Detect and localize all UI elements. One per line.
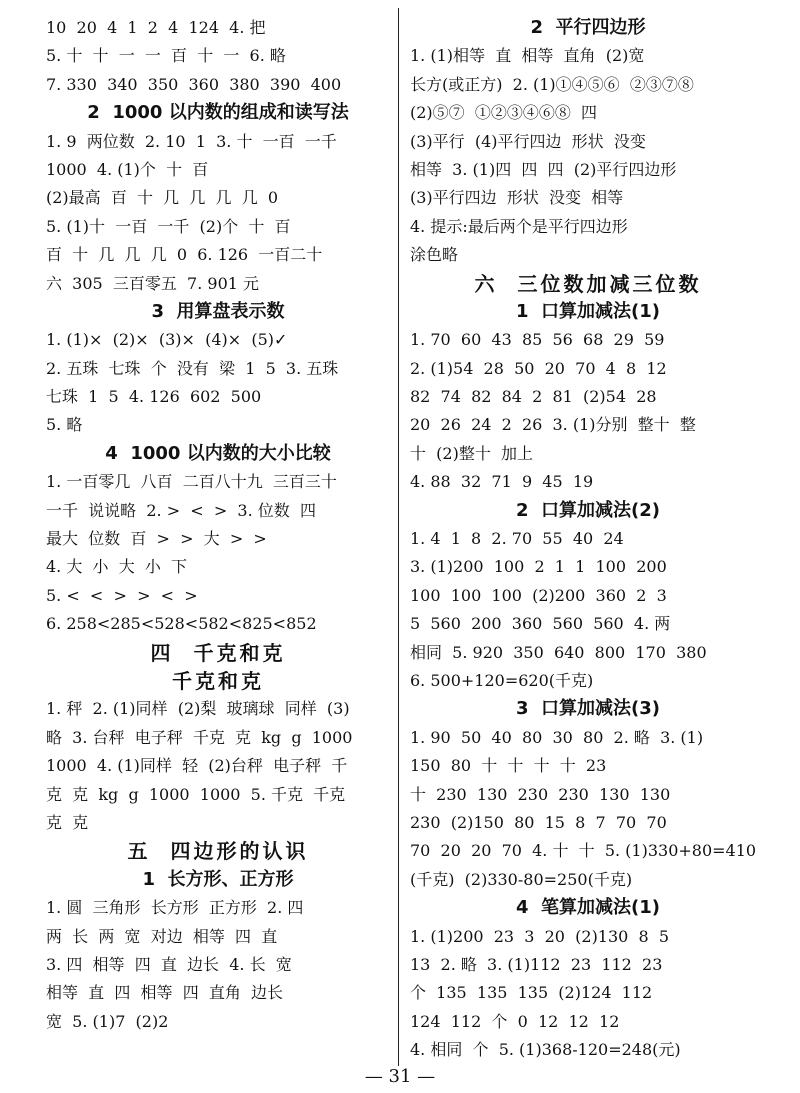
answer-line: 1. 秤 2. (1)同样 (2)梨 玻璃球 同样 (3) — [46, 699, 350, 719]
answer-line: 5. < < > > < > — [46, 585, 198, 605]
section-heading: 2 平行四边形 — [530, 17, 646, 38]
answer-line: 十 230 130 230 230 130 130 — [410, 784, 671, 804]
answer-line: 150 80 十 十 十 十 23 — [410, 756, 607, 776]
answer-line: 4. 大 小 大 小 下 — [46, 557, 188, 577]
section-heading: 3 用算盘表示数 — [151, 300, 285, 322]
answer-line: 略 3. 台秤 电子秤 千克 克 kg g 1000 — [46, 727, 353, 747]
answer-line: 宽 5. (1)7 (2)2 — [46, 1011, 169, 1031]
column-divider — [398, 8, 399, 1066]
answer-line: 克 克 kg g 1000 1000 5. 千克 千克 — [46, 784, 346, 804]
answer-line: 克 克 — [46, 812, 89, 832]
answer-line: 1. (1)200 23 3 20 (2)130 8 5 — [410, 926, 670, 946]
answer-line: 13 2. 略 3. (1)112 23 112 23 — [410, 954, 663, 974]
section-heading: 1 长方形、正方形 — [142, 868, 294, 890]
answer-line: 5 560 200 360 560 560 4. 两 — [410, 614, 671, 634]
section-heading: 1 口算加减法(1) — [515, 300, 661, 322]
answer-line: (2)最高 百 十 几 几 几 几 0 — [46, 188, 279, 208]
answer-line: 1. 一百零几 八百 二百八十九 三百三十 — [46, 472, 337, 492]
answer-line: 涂色略 — [410, 245, 459, 265]
answer-line: (3)平行四边 形状 没变 相等 — [410, 188, 624, 208]
answer-line: 6. 258<285<528<582<825<852 — [46, 614, 317, 634]
answer-line: 3. (1)200 100 2 1 1 100 200 — [410, 557, 667, 577]
answer-line: 1. (1)× (2)× (3)× (4)× (5)✓ — [46, 330, 288, 350]
answer-line: 两 长 两 宽 对边 相等 四 直 — [46, 926, 278, 946]
answer-line: 相同 5. 920 350 640 800 170 380 — [410, 642, 707, 662]
answer-line: 1000 4. (1)同样 轻 (2)台秤 电子秤 千 — [46, 756, 348, 776]
left-column — [46, 14, 390, 1053]
answer-line: 3. 四 相等 四 直 边长 4. 长 宽 — [46, 954, 292, 974]
answer-line: 2. 五珠 七珠 个 没有 梁 1 5 3. 五珠 — [46, 358, 339, 378]
answer-line: 1. 70 60 43 85 56 68 29 59 — [410, 330, 665, 350]
answer-line: 82 74 82 84 2 81 (2)54 28 — [410, 387, 657, 407]
answer-line: 六 305 三百零五 7. 901 元 — [46, 273, 260, 293]
answer-line: 4. 相同 个 5. (1)368-120=248(元) — [410, 1040, 681, 1060]
answer-line: 最大 位数 百 > > 大 > > — [46, 529, 267, 549]
answer-line: 相等 3. (1)四 四 四 (2)平行四边形 — [410, 159, 677, 179]
answer-line: (2)⑤⑦ ①②③④⑥⑧ 四 — [410, 103, 598, 123]
answer-line: 2. (1)54 28 50 20 70 4 8 12 — [410, 358, 667, 378]
answer-line: 1. 圆 三角形 长方形 正方形 2. 四 — [46, 898, 304, 918]
answer-line: 一千 说说略 2. > < > 3. 位数 四 — [46, 500, 316, 520]
answer-line: 1. 90 50 40 80 30 80 2. 略 3. (1) — [410, 727, 704, 747]
chapter-heading: 千克和克 — [172, 668, 264, 693]
answer-line: 1. (1)相等 直 相等 直角 (2)宽 — [410, 46, 645, 66]
section-heading: 2 口算加减法(2) — [515, 499, 661, 521]
answer-line: 十 (2)整十 加上 — [410, 443, 534, 463]
answer-line: (3)平行 (4)平行四边 形状 没变 — [410, 131, 646, 151]
answer-line: 百 十 几 几 几 0 6. 126 一百二十 — [46, 245, 323, 265]
section-heading: 4 1000 以内数的大小比较 — [105, 442, 331, 464]
answer-line: 100 100 100 (2)200 360 2 3 — [410, 585, 667, 605]
chapter-heading: 五 四边形的认识 — [127, 839, 309, 864]
answer-line: 5. (1)十 一百 一千 (2)个 十 百 — [46, 216, 291, 236]
answer-line: 230 (2)150 80 15 8 7 70 70 — [410, 812, 667, 832]
section-heading: 2 1000 以内数的组成和读写法 — [87, 102, 349, 124]
answer-line: 七珠 1 5 4. 126 602 500 — [46, 387, 262, 407]
answer-line: 长方(或正方) 2. (1)①④⑤⑥ ②③⑦⑧ — [410, 74, 694, 94]
right-column — [410, 14, 766, 1060]
answer-line: (千克) (2)330-80=250(千克) — [410, 869, 633, 889]
answer-line: 6. 500+120=620(千克) — [410, 670, 594, 690]
answer-line: 相等 直 四 相等 四 直角 边长 — [46, 983, 284, 1003]
answer-line: 20 26 24 2 26 3. (1)分别 整十 整 — [410, 415, 696, 435]
answer-line: 5. 十 十 一 一 百 十 一 6. 略 — [46, 46, 286, 66]
answer-line: 5. 略 — [46, 415, 83, 435]
answer-line: 7. 330 340 350 360 380 390 400 — [46, 74, 342, 94]
answer-line: 个 135 135 135 (2)124 112 — [410, 983, 653, 1003]
answer-line: 1. 9 两位数 2. 10 1 3. 十 一百 一千 — [46, 131, 337, 151]
page-number: — 31 — — [364, 1066, 436, 1087]
answer-line: 4. 88 32 71 9 45 19 — [410, 472, 594, 492]
answer-line: 10 20 4 1 2 4 124 4. 把 — [46, 18, 266, 37]
section-heading: 4 笔算加减法(1) — [515, 897, 661, 919]
answer-line: 4. 提示:最后两个是平行四边形 — [410, 216, 628, 236]
section-heading: 3 口算加减法(3) — [515, 698, 661, 720]
answer-line: 70 20 20 70 4. 十 十 5. (1)330+80=410 — [410, 841, 757, 861]
answer-line: 124 112 个 0 12 12 12 — [410, 1011, 620, 1031]
answer-line: 1. 4 1 8 2. 70 55 40 24 — [410, 529, 624, 549]
chapter-heading: 四 千克和克 — [150, 640, 286, 665]
answer-line: 1000 4. (1)个 十 百 — [46, 159, 209, 179]
chapter-heading: 六 三位数加减三位数 — [474, 271, 702, 296]
